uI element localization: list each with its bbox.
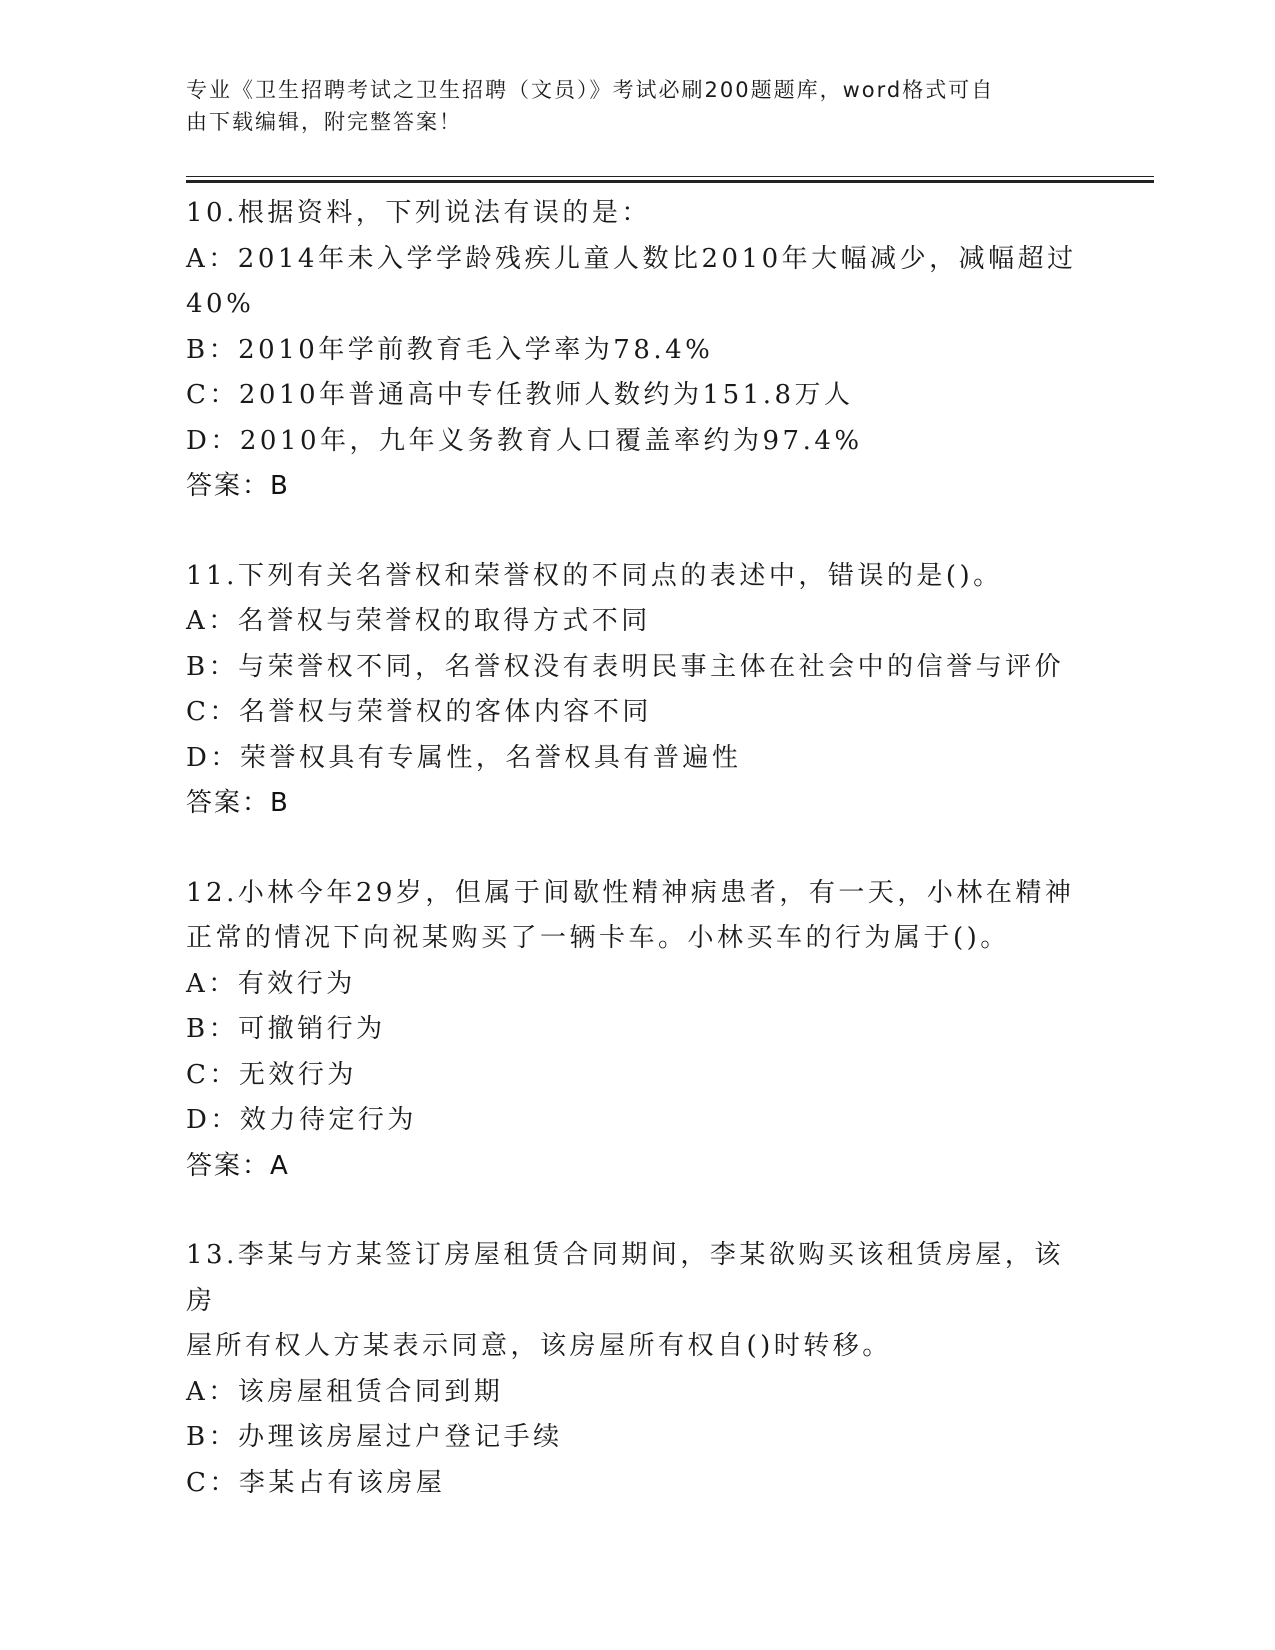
answer-key: 答案：B <box>186 471 290 501</box>
answer-option: D：效力待定行为 <box>186 1105 417 1135</box>
question-block <box>186 1233 1086 1506</box>
question-stem: 屋所有权人方某表示同意，该房屋所有权自()时转移。 <box>186 1331 892 1361</box>
answer-option: B：2010年学前教育毛入学率为78.4% <box>186 334 714 365</box>
document-header <box>186 74 1066 138</box>
answer-option: A：该房屋租赁合同到期 <box>186 1376 504 1407</box>
answer-option: C：名誉权与荣誉权的客体内容不同 <box>186 697 652 727</box>
question-list <box>186 191 1086 1550</box>
answer-option: 40% <box>186 289 255 319</box>
question-stem: 11.下列有关名誉权和荣誉权的不同点的表述中，错误的是()。 <box>186 560 1003 591</box>
answer-option: D：2010年，九年义务教育人口覆盖率约为97.4% <box>186 425 863 456</box>
answer-option: D：荣誉权具有专属性，名誉权具有普遍性 <box>186 742 742 773</box>
answer-option: A：有效行为 <box>186 968 356 999</box>
header-line-1: 专业《卫生招聘考试之卫生招聘（文员）》考试必刷200题题库，word格式可自 <box>186 78 995 102</box>
answer-option: A：2014年未入学学龄残疾儿童人数比2010年大幅减少，减幅超过 <box>186 243 1077 274</box>
question-block <box>186 871 1086 1190</box>
header-divider-thick <box>186 180 1154 183</box>
question-stem: 正常的情况下向祝某购买了一辆卡车。小林买车的行为属于()。 <box>186 923 1010 953</box>
answer-key: 答案：A <box>186 1150 290 1181</box>
answer-option: C：2010年普通高中专任教师人数约为151.8万人 <box>186 380 854 410</box>
answer-option: B：可撤销行为 <box>186 1014 386 1044</box>
question-block <box>186 191 1086 510</box>
question-stem: 12.小林今年29岁，但属于间歇性精神病患者，有一天，小林在精神 <box>186 877 1075 908</box>
question-stem: 10.根据资料，下列说法有误的是： <box>186 198 651 228</box>
answer-option: B：办理该房屋过户登记手续 <box>186 1422 563 1452</box>
question-stem: 13.李某与方某签订房屋租赁合同期间，李某欲购买该租赁房屋，该房 <box>186 1240 1064 1316</box>
answer-key: 答案：B <box>186 788 290 818</box>
answer-option: C：无效行为 <box>186 1059 357 1090</box>
answer-option: B：与荣誉权不同，名誉权没有表明民事主体在社会中的信誉与评价 <box>186 651 1065 682</box>
answer-option: A：名誉权与荣誉权的取得方式不同 <box>186 606 651 636</box>
answer-option: C：李某占有该房屋 <box>186 1467 446 1498</box>
header-divider-thin <box>186 176 1154 177</box>
question-block <box>186 554 1086 827</box>
header-line-2: 由下载编辑，附完整答案！ <box>186 110 462 134</box>
